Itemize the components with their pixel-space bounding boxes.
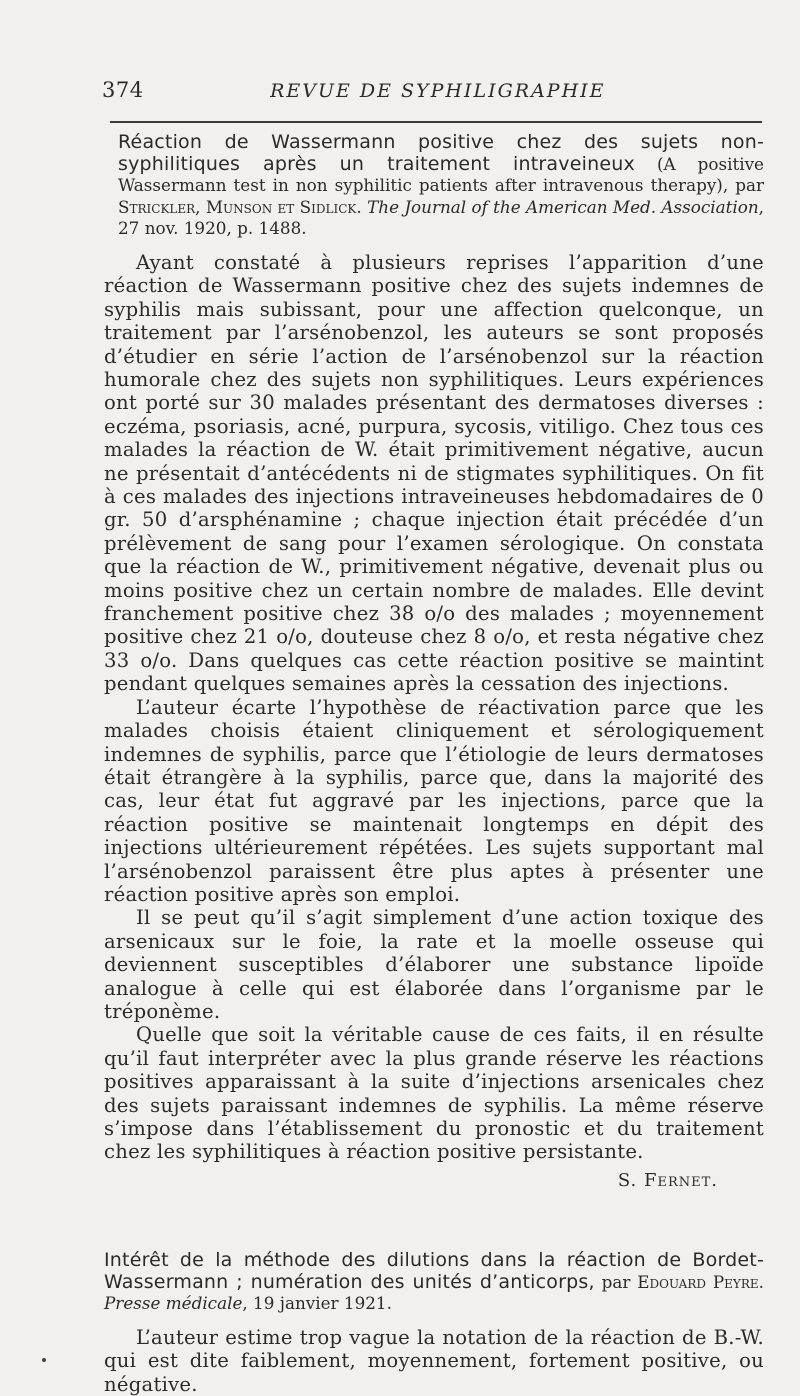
article-title: Réaction de Wassermann positive chez des sujets non-syphilitiques après un traitement intraveineux <box>118 131 764 175</box>
page-body <box>104 132 764 1396</box>
article-author: Edouard Peyre. <box>637 1271 764 1292</box>
article-wassermann <box>104 132 764 1192</box>
article-heading <box>104 1250 764 1315</box>
article-ref-sep: . <box>356 196 368 217</box>
page-header <box>102 78 762 102</box>
page-number: 374 <box>102 78 144 102</box>
body-paragraph: Quelle que soit la véritable cause de ces faits, il en résulte qu’il faut interpréter avec la plus grande réserve les réactions positives apparaissant à la suite d’injections arsenicales chez des sujets paraissant indemnes de syphilis. La même réserve s’impose dans l’établissement du pronostic et du traitement chez les syphilitiques à réaction positive persistante. <box>104 1023 764 1164</box>
body-paragraph: L’auteur écarte l’hypothèse de réactivation parce que les malades choisis étaient cliniquement et sérologiquement indemnes de syphilis, parce que l’étiologie de leurs dermatoses était étrangère à la syphilis, parce que, dans la majorité des cas, leur état fut aggravé par les injections, parce que la réaction positive se maintenait longtemps en dépit des injections ultérieurement répétées. Les sujets supportant mal l’arsénobenzol paraissent être plus aptes à présenter une réaction positive après son emploi. <box>104 695 764 906</box>
signature: S. Fernet. <box>617 1169 718 1191</box>
journal-name: Presse médicale <box>104 1293 243 1314</box>
article-ref-date: , 19 janvier 1921. <box>242 1293 392 1314</box>
article-ref-intro: par <box>594 1271 638 1292</box>
running-title: REVUE DE SYPHILIGRAPHIE <box>270 80 606 102</box>
article-bordet-wassermann <box>104 1250 764 1396</box>
article-heading <box>118 132 764 240</box>
article-authors: Strickler, Munson et Sidlick <box>118 196 357 217</box>
ink-speck <box>42 1358 46 1362</box>
article-title: Intérêt de la méthode des dilutions dans la réaction de Bordet-Wassermann ; numération des unités d’anticorps, <box>104 1249 764 1293</box>
header-rule <box>110 121 762 123</box>
article-ref-date: , 27 nov. 1920, p. 1488. <box>118 196 764 239</box>
body-paragraph: Il se peut qu’il s’agit simplement d’une action toxique des arsenicaux sur le foie, la rate et la moelle osseuse qui deviennent susceptibles d’élaborer une substance lipoïde analogue à celle qui est élaborée dans l’organisme par le tréponème. <box>104 906 764 1023</box>
journal-name: The Journal of the American Med. Association <box>367 196 759 217</box>
article-ref-intro: (A positive Wassermann test in non syphilitic patients after intravenous therapy), par <box>118 153 764 196</box>
body-paragraph: Ayant constaté à plusieurs reprises l’apparition d’une réaction de Wassermann positive chez des sujets indemnes de syphilis mais subissant, pour une affection quelconque, un traitement par l’arsénobenzol, les auteurs se sont proposés d’étudier en série l’action de l’arsénobenzol sur la réaction humorale chez des sujets non syphilitiques. Leurs expériences ont porté sur 30 malades présentant des dermatoses diverses : eczéma, psoriasis, acné, purpura, sycosis, vitiligo. Chez tous ces malades la réaction de W. était primitivement négative, aucun ne présentait d’antécédents ni de stigmates syphilitiques. On fit à ces malades des injections intraveineuses hebdomadaires de 0 gr. 50 d’arsphénamine ; chaque injection était précédée d’un prélèvement de sang pour l’examen sérologique. On constata que la réaction de W., primitivement négative, devenait plus ou moins positive chez un certain nombre de malades. Elle devint franchement positive chez 38 o/o des malades ; moyennement positive chez 21 o/o, douteuse chez 8 o/o, et resta négative chez 33 o/o. Dans quelques cas cette réaction positive se maintint pendant quelques semaines après la cessation des injections. <box>104 250 764 696</box>
body-paragraph: L’auteur estime trop vague la notation de la réaction de B.-W. qui est dite faiblement, moyennement, fortement positive, ou négative. <box>104 1326 764 1396</box>
